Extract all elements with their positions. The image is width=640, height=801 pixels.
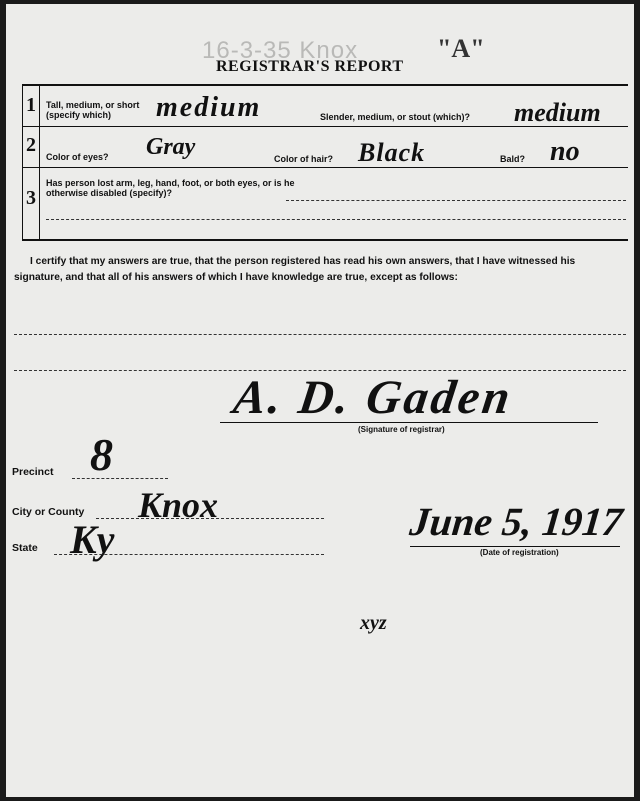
city-or-county-label: City or County <box>12 506 85 518</box>
registration-date: June 5, 1917 <box>407 499 625 544</box>
row-number-2: 2 <box>26 134 36 156</box>
disability-question-label: Has person lost arm, leg, hand, foot, or both eyes, or is he otherwise disabled (specify)? <box>46 178 295 198</box>
row-number-1: 1 <box>26 94 36 116</box>
city-or-county-value: Knox <box>138 485 219 525</box>
bottom-handwritten-mark: xyz <box>360 612 387 634</box>
bald-answer: no <box>550 136 580 167</box>
stamp-letter: "A" <box>437 34 485 63</box>
signature-caption: (Signature of registrar) <box>358 425 445 434</box>
exception-line-1 <box>14 334 626 335</box>
height-question-label: Tall, medium, or short (specify which) <box>46 100 140 120</box>
row-number-3: 3 <box>26 187 36 209</box>
disability-answer-line-1 <box>286 200 626 201</box>
city-or-county-line <box>96 518 324 519</box>
file-stamp: 16-3-35 Knox <box>202 37 359 64</box>
registration-card <box>6 4 634 797</box>
build-question-label: Slender, medium, or stout (which)? <box>320 112 471 122</box>
form-row2-divider <box>22 167 628 168</box>
signature-line <box>220 422 598 423</box>
state-label: State <box>12 542 38 554</box>
registrar-signature: A. D. Gaden <box>230 371 517 424</box>
disability-answer-line-2 <box>46 219 626 220</box>
certification-statement: I certify that my answers are true, that the person registered has read his own answers, that I have witnessed his signature, and that all of his answers of which I have knowledge are true, except as follows: <box>14 256 576 283</box>
form-left-border <box>22 84 23 241</box>
page-title: REGISTRAR'S REPORT <box>216 58 404 75</box>
bald-label: Bald? <box>500 154 526 164</box>
eye-color-answer: Gray <box>146 134 196 160</box>
date-line <box>410 546 620 547</box>
hair-color-label: Color of hair? <box>274 154 333 164</box>
form-bottom-border <box>22 239 628 241</box>
form-top-border <box>22 84 628 86</box>
form-number-column-divider <box>39 84 40 241</box>
certification-text <box>14 254 626 286</box>
state-line <box>54 554 324 555</box>
build-answer: medium <box>514 98 601 127</box>
precinct-line <box>72 478 168 479</box>
date-caption: (Date of registration) <box>480 548 559 557</box>
precinct-value: 8 <box>90 429 113 480</box>
eye-color-label: Color of eyes? <box>46 152 109 162</box>
precinct-label: Precinct <box>12 466 54 478</box>
state-value: Ky <box>70 517 115 562</box>
hair-color-answer: Black <box>358 138 426 167</box>
height-answer: medium <box>156 92 262 123</box>
